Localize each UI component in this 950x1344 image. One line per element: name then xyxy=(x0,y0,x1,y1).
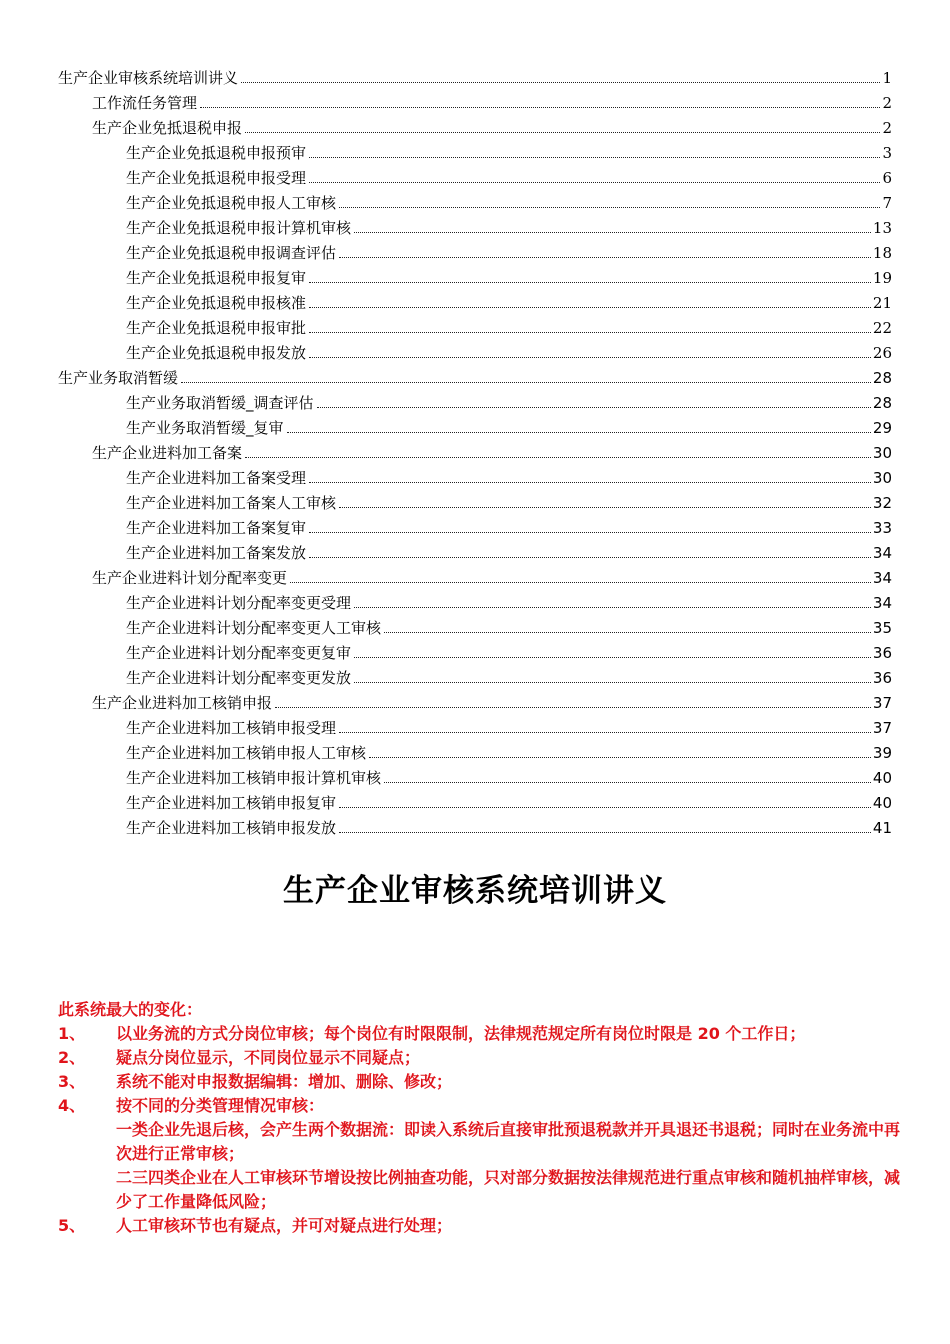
toc-entry-title: 工作流任务管理 xyxy=(92,94,198,112)
toc-page-number: 30 xyxy=(872,444,892,462)
toc-entry-title: 生产企业进料加工备案复审 xyxy=(126,519,307,537)
toc-entry[interactable] xyxy=(126,663,892,687)
toc-entry-title: 生产企业免抵退税申报核准 xyxy=(126,294,307,312)
change-item xyxy=(58,1094,908,1118)
toc-dot-leader xyxy=(354,657,871,658)
item-number: 2、 xyxy=(58,1048,86,1067)
toc-dot-leader xyxy=(290,582,871,583)
toc-page-number: 29 xyxy=(872,419,892,437)
toc-entry[interactable] xyxy=(126,138,892,162)
toc-entry-title: 生产企业免抵退税申报调查评估 xyxy=(126,244,337,262)
toc-page-number: 37 xyxy=(872,719,892,737)
toc-dot-leader xyxy=(354,682,871,683)
toc-dot-leader xyxy=(339,732,871,733)
toc-entry-title: 生产企业免抵退税申报预审 xyxy=(126,144,307,162)
toc-entry-title: 生产企业进料加工核销申报受理 xyxy=(126,719,337,737)
toc-page-number: 33 xyxy=(872,519,892,537)
toc-entry[interactable] xyxy=(58,363,892,387)
toc-entry[interactable] xyxy=(126,813,892,837)
toc-page-number: 26 xyxy=(872,344,892,362)
toc-entry-title: 生产企业免抵退税申报审批 xyxy=(126,319,307,337)
toc-page-number: 28 xyxy=(872,369,892,387)
toc-page-number: 19 xyxy=(872,269,892,287)
toc-dot-leader xyxy=(181,382,871,383)
toc-entry[interactable] xyxy=(126,738,892,762)
toc-entry-title: 生产企业进料计划分配率变更 xyxy=(92,569,288,587)
toc-page-number: 37 xyxy=(872,694,892,712)
toc-entry-title: 生产企业免抵退税申报人工审核 xyxy=(126,194,337,212)
toc-dot-leader xyxy=(309,557,871,558)
toc-entry[interactable] xyxy=(92,113,892,137)
toc-page-number: 22 xyxy=(872,319,892,337)
item-text: 以业务流的方式分岗位审核；每个岗位有时限限制，法律规范规定所有岗位时限是 20 个工作日； xyxy=(116,1024,806,1043)
change-item xyxy=(58,1046,908,1070)
toc-entry[interactable] xyxy=(126,763,892,787)
toc-dot-leader xyxy=(354,232,871,233)
toc-entry-title: 生产企业进料加工核销申报复审 xyxy=(126,794,337,812)
toc-page-number: 34 xyxy=(872,594,892,612)
toc-entry-title: 生产企业进料加工备案发放 xyxy=(126,544,307,562)
toc-page-number: 13 xyxy=(872,219,892,237)
toc-dot-leader xyxy=(339,257,871,258)
toc-entry[interactable] xyxy=(126,413,892,437)
toc-page-number: 34 xyxy=(872,544,892,562)
toc-page-number: 21 xyxy=(872,294,892,312)
toc-entry-title: 生产企业免抵退税申报复审 xyxy=(126,269,307,287)
toc-entry[interactable] xyxy=(92,688,892,712)
toc-dot-leader xyxy=(339,807,871,808)
toc-entry-title: 生产企业进料加工核销申报发放 xyxy=(126,819,337,837)
toc-dot-leader xyxy=(384,632,871,633)
toc-entry[interactable] xyxy=(126,788,892,812)
item-text: 疑点分岗位显示，不同岗位显示不同疑点； xyxy=(116,1048,421,1067)
toc-entry-title: 生产业务取消暂缓_复审 xyxy=(126,419,284,437)
toc-page-number: 40 xyxy=(872,794,892,812)
toc-dot-leader xyxy=(384,782,871,783)
toc-entry-title: 生产企业进料计划分配率变更受理 xyxy=(126,594,352,612)
toc-page-number: 3 xyxy=(882,144,892,162)
toc-entry-title: 生产企业审核系统培训讲义 xyxy=(58,69,239,87)
changes-section xyxy=(58,998,908,1238)
changes-heading: 此系统最大的变化： xyxy=(58,1000,203,1019)
toc-entry[interactable] xyxy=(126,538,892,562)
toc-dot-leader xyxy=(369,757,871,758)
toc-dot-leader xyxy=(245,132,880,133)
toc-entry[interactable] xyxy=(126,513,892,537)
item-number: 3、 xyxy=(58,1072,86,1091)
toc-dot-leader xyxy=(339,207,880,208)
toc-page-number: 40 xyxy=(872,769,892,787)
toc-entry-title: 生产企业免抵退税申报计算机审核 xyxy=(126,219,352,237)
toc-entry-title: 生产企业进料加工核销申报人工审核 xyxy=(126,744,367,762)
toc-page-number: 1 xyxy=(882,69,892,87)
toc-entry[interactable] xyxy=(126,338,892,362)
toc-dot-leader xyxy=(309,357,871,358)
toc-dot-leader xyxy=(309,282,871,283)
toc-entry[interactable] xyxy=(92,563,892,587)
toc-entry-title: 生产企业进料计划分配率变更人工审核 xyxy=(126,619,382,637)
sub-paragraph-class-one: 一类企业先退后核，会产生两个数据流：即读入系统后直接审批预退税款并开具退还书退税；同时在业务流中再次进行正常审核； xyxy=(116,1120,901,1163)
change-item xyxy=(58,1214,908,1238)
toc-dot-leader xyxy=(245,457,871,458)
toc-entry-title: 生产企业进料加工备案受理 xyxy=(126,469,307,487)
toc-dot-leader xyxy=(317,407,871,408)
toc-entry[interactable] xyxy=(126,388,892,412)
toc-entry[interactable] xyxy=(126,488,892,512)
item-number: 5、 xyxy=(58,1216,86,1235)
toc-entry[interactable] xyxy=(58,63,892,87)
toc-page-number: 6 xyxy=(882,169,892,187)
toc-entry-title: 生产企业进料计划分配率变更发放 xyxy=(126,669,352,687)
toc-entry-title: 生产企业进料计划分配率变更复审 xyxy=(126,644,352,662)
toc-entry[interactable] xyxy=(126,463,892,487)
toc-entry[interactable] xyxy=(126,263,892,287)
toc-entry[interactable] xyxy=(126,188,892,212)
toc-page-number: 39 xyxy=(872,744,892,762)
toc-entry-title: 生产业务取消暂缓 xyxy=(58,369,179,387)
toc-dot-leader xyxy=(339,832,871,833)
toc-dot-leader xyxy=(309,332,871,333)
toc-dot-leader xyxy=(241,82,880,83)
toc-entry[interactable] xyxy=(92,438,892,462)
toc-entry[interactable] xyxy=(126,613,892,637)
toc-page-number: 7 xyxy=(882,194,892,212)
toc-dot-leader xyxy=(200,107,880,108)
toc-entry[interactable] xyxy=(92,88,892,112)
toc-dot-leader xyxy=(309,182,880,183)
item-number: 1、 xyxy=(58,1024,86,1043)
toc-dot-leader xyxy=(339,507,871,508)
toc-entry-title: 生产企业进料加工核销申报计算机审核 xyxy=(126,769,382,787)
toc-dot-leader xyxy=(309,157,880,158)
toc-page-number: 36 xyxy=(872,644,892,662)
sub-paragraph-class-two-four: 二三四类企业在人工审核环节增设按比例抽查功能，只对部分数据按法律规范进行重点审核和随机抽样审核，减少了工作量降低风险； xyxy=(116,1168,901,1211)
item-number: 4、 xyxy=(58,1096,86,1115)
toc-entry-title: 生产企业免抵退税申报 xyxy=(92,119,243,137)
toc-entry[interactable] xyxy=(126,238,892,262)
item-text: 人工审核环节也有疑点，并可对疑点进行处理； xyxy=(116,1216,453,1235)
toc-entry[interactable] xyxy=(126,163,892,187)
toc-page-number: 28 xyxy=(872,394,892,412)
item-text: 系统不能对申报数据编辑：增加、删除、修改； xyxy=(116,1072,453,1091)
toc-page-number: 36 xyxy=(872,669,892,687)
toc-dot-leader xyxy=(287,432,871,433)
toc-entry[interactable] xyxy=(126,288,892,312)
toc-dot-leader xyxy=(309,482,871,483)
toc-page-number: 41 xyxy=(872,819,892,837)
toc-entry[interactable] xyxy=(126,213,892,237)
change-item xyxy=(58,1070,908,1094)
toc-entry[interactable] xyxy=(126,638,892,662)
document-title: 生产企业审核系统培训讲义 xyxy=(283,873,667,909)
toc-entry-title: 生产企业免抵退税申报受理 xyxy=(126,169,307,187)
toc-page-number: 18 xyxy=(872,244,892,262)
toc-entry-title: 生产企业进料加工备案人工审核 xyxy=(126,494,337,512)
toc-dot-leader xyxy=(275,707,871,708)
change-item xyxy=(58,1022,908,1046)
toc-page-number: 30 xyxy=(872,469,892,487)
toc-entry-title: 生产企业免抵退税申报发放 xyxy=(126,344,307,362)
toc-entry-title: 生产企业进料加工备案 xyxy=(92,444,243,462)
toc-page-number: 35 xyxy=(872,619,892,637)
toc-entry[interactable] xyxy=(126,313,892,337)
toc-dot-leader xyxy=(354,607,871,608)
toc-page-number: 34 xyxy=(872,569,892,587)
toc-entry[interactable] xyxy=(126,713,892,737)
toc-entry-title: 生产业务取消暂缓_调查评估 xyxy=(126,394,314,412)
toc-entry[interactable] xyxy=(126,588,892,612)
toc-dot-leader xyxy=(309,307,871,308)
item-text: 按不同的分类管理情况审核： xyxy=(116,1096,325,1115)
toc-dot-leader xyxy=(309,532,871,533)
toc-page-number: 32 xyxy=(872,494,892,512)
toc-page-number: 2 xyxy=(882,94,892,112)
toc-entry-title: 生产企业进料加工核销申报 xyxy=(92,694,273,712)
toc-page-number: 2 xyxy=(882,119,892,137)
